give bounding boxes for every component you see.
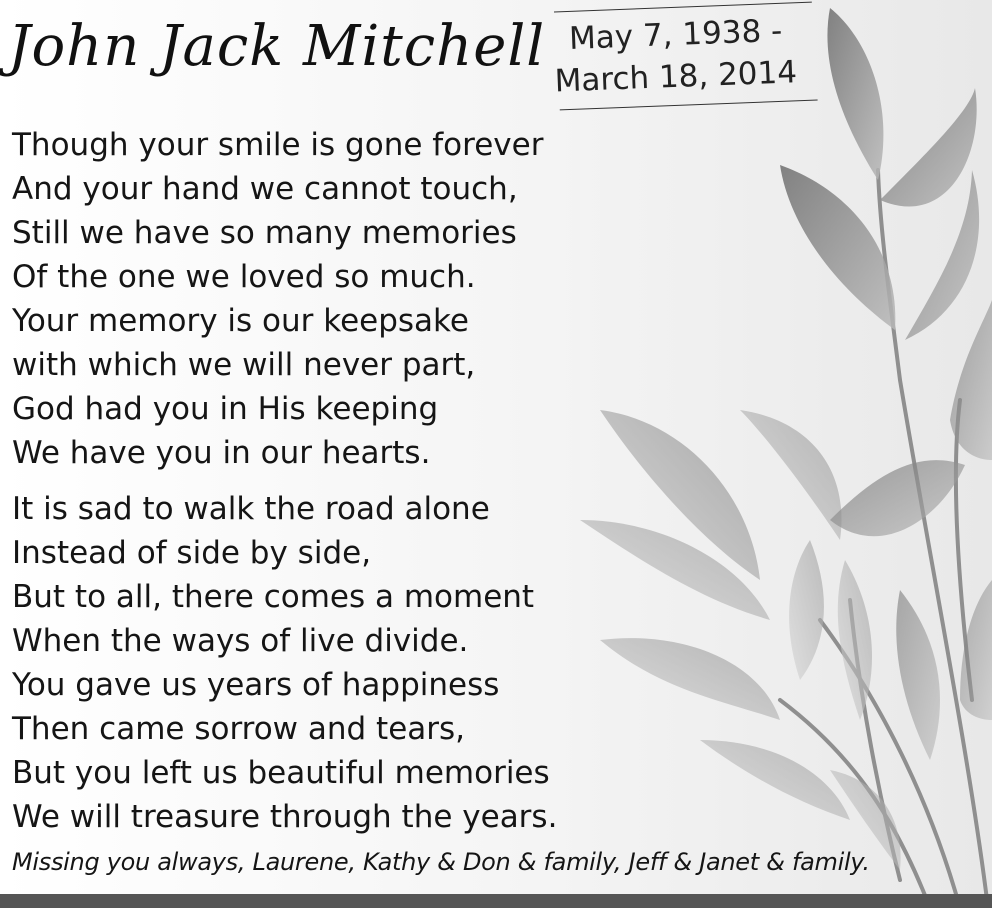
poem-line: It is sad to walk the road alone — [12, 491, 490, 527]
poem-line: Though your smile is gone forever — [12, 127, 544, 163]
poem-line: Of the one we loved so much. — [12, 259, 476, 295]
poem-line: We will treasure through the years. — [12, 799, 558, 835]
poem-line: Then came sorrow and tears, — [12, 711, 466, 747]
poem-line: Instead of side by side, — [12, 535, 372, 571]
memorial-poem — [12, 123, 612, 839]
closing-message: Missing you always, Laurene, Kathy & Don & family, Jeff & Janet & family. — [12, 848, 870, 876]
poem-line: And your hand we cannot touch, — [12, 171, 518, 207]
poem-line: But to all, there comes a moment — [12, 579, 535, 615]
deceased-name: John Jack Mitchell — [8, 14, 546, 79]
poem-stanza-2 — [12, 487, 612, 839]
poem-line: We have you in our hearts. — [12, 435, 431, 471]
poem-line: But you left us beautiful memories — [12, 755, 550, 791]
footer-bar — [0, 894, 992, 908]
death-date: March 18, 2014 — [553, 54, 798, 100]
poem-stanza-1 — [12, 123, 612, 475]
birth-date: May 7, 1938 - — [568, 12, 783, 57]
poem-line: You gave us years of happiness — [12, 667, 500, 703]
poem-line: with which we will never part, — [12, 347, 476, 383]
life-dates — [542, 1, 822, 114]
poem-line: God had you in His keeping — [12, 391, 439, 427]
poem-line: Your memory is our keepsake — [12, 303, 469, 339]
poem-line: When the ways of live divide. — [12, 623, 469, 659]
poem-line: Still we have so many memories — [12, 215, 517, 251]
